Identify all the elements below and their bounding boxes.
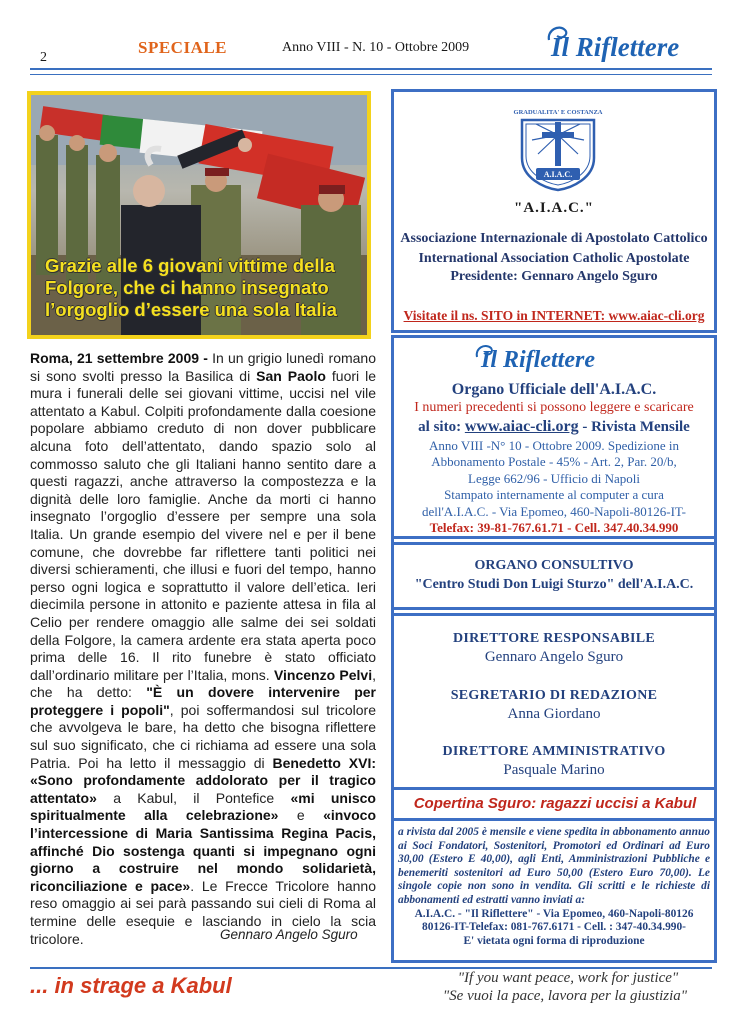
- advisory-heading: ORGANO CONSULTIVO: [474, 558, 634, 573]
- article-quote: «mi unisco spiritualmente alla celebrazione»: [30, 789, 376, 824]
- funeral-photo: [27, 91, 371, 339]
- article-place: San Paolo: [256, 367, 326, 384]
- staff-role: DIRETTORE RESPONSABILE: [452, 631, 655, 646]
- website-suffix: - Rivista Mensile: [578, 419, 690, 435]
- publication-line: Abbonamento Postale - 45% - Art. 2, Par. 20/b,: [431, 454, 677, 470]
- aiac-website-link[interactable]: Visitate il ns. SITO in INTERNET: www.aiac-cli.org: [403, 308, 705, 323]
- photo-caption: [45, 255, 365, 321]
- staff-role: DIRETTORE AMMINISTRATIVO: [442, 744, 666, 759]
- issue-info: Anno VIII - N. 10 - Ottobre 2009: [282, 40, 470, 55]
- official-organ-heading: Organo Ufficiale dell'A.I.A.C.: [451, 381, 657, 398]
- subscription-info: [398, 826, 710, 948]
- article-quote: "È un dovere intervenire per proteggere i popoli": [30, 684, 377, 718]
- publication-line: Stampato internamente al computer a cura: [444, 487, 664, 503]
- back-issues-note: I numeri precedenti si possono leggere e scaricare: [414, 400, 694, 415]
- info-separator: [391, 613, 717, 616]
- footer-headline: ... in strage a Kabul: [30, 973, 232, 998]
- article-text: a Kabul, il Pontefice: [96, 789, 291, 806]
- emblem-motto: GRADUALITA' E COSTANZA: [513, 109, 603, 116]
- aiac-name-italian: Associazione Internazionale di Apostolato Cattolico: [400, 231, 708, 246]
- website-prefix: al sito:: [418, 419, 465, 435]
- aiac-president: Presidente: Gennaro Angelo Sguro: [450, 269, 658, 284]
- article-quote: «Sono profondamente addolorato per il tragico attentato»: [30, 772, 376, 806]
- section-label: SPECIALE: [138, 38, 228, 57]
- caption-line: Grazie alle 6 giovani vittime della: [45, 255, 335, 276]
- cover-credit: Copertina Sguro: ragazzi uccisi a Kabul: [413, 795, 697, 812]
- article-text: . Le Frecce Tricolore hanno reso omaggio ai sei parà passando sui cieli di Roma al termine delle esequie e lasciando in cielo la scia tricolore.: [30, 877, 376, 947]
- subscription-contact: 80126-IT-Telefax: 081-767.6171 - Cell. : 347-40.34.990-: [422, 921, 686, 934]
- footer-quote-english: "If you want peace, work for justice": [457, 970, 679, 986]
- article-body: [30, 350, 376, 948]
- publication-line: Legge 662/96 - Ufficio di Napoli: [468, 470, 640, 486]
- footer-quote-italian: "Se vuoi la pace, lavora per la giustizia": [442, 988, 688, 1004]
- article-quote: «invoco l’intercessione di Maria Santissima Regina Pacis, affinché Dio sostenga quanti si impegnano ogni giorno a costruire nel mondo solidarietà, riconciliazione e pace»: [30, 807, 376, 894]
- article-text: In un grigio lunedì romano si sono svolti presso la Basilica di: [30, 350, 376, 384]
- advisory-name: "Centro Studi Don Luigi Sturzo" dell'A.I.A.C.: [414, 577, 694, 592]
- caption-line: l’orgoglio d’essere una sola Italia: [45, 299, 337, 320]
- footer-rule: [30, 967, 712, 969]
- subscription-address: A.I.A.C. - "Il Riflettere" - Via Epomeo, 460-Napoli-80126: [414, 907, 694, 920]
- aiac-name-english: International Association Catholic Apostolate: [418, 251, 690, 266]
- article-text: fuori le mura i funerali delle sei giovani vittime, uccisi nel vile attentato a Kabul. Colpiti profondamente dalla coesione popolare abbiamo creduto di non dover pubblicare alcuna foto dell’attentato, dando spazio solo al commosso saluto che gli Italiani hanno sentito dare a questi ragazzi, anche attraverso la compostezza e la dignità delle loro famiglie. Anche da morti ci hanno insegnato l’orgoglio d’essere per sempre una sola Italia. Un grande esempio del vivere nel e per il bene comune, che dovrebbe far riflettere tanti politici nei diversi schieramenti, che illusi e fuori del tempo, hanno perso ogni logica e soprattutto il valore dell’etica. Ieri diecimila persone in attonito e paziente attesa in fila al Celio per rendere omaggio alle salme dei sei soldati della Folgore, la camera ardente era stata aperta poco prima delle 16. Il rito funebre è stato officiato dall’ordinario militare per l’Italia, mons.: [30, 367, 376, 683]
- contact-line: Telefax: 39-81-767.61.71 - Cell. 347.40.34.990: [429, 520, 679, 536]
- article-text: :: [371, 754, 376, 771]
- website-link[interactable]: www.aiac-cli.org: [464, 418, 579, 435]
- header-rule: [30, 68, 712, 70]
- info-separator: [391, 335, 717, 338]
- emblem-acronym: A.I.A.C.: [543, 170, 573, 179]
- publication-line: Anno VIII -N° 10 - Ottobre 2009. Spedizione in: [428, 438, 680, 453]
- header-rule-thin: [30, 74, 712, 75]
- staff-role: SEGRETARIO DI REDAZIONE: [450, 688, 658, 703]
- masthead-title: Il Riflettere: [551, 32, 680, 62]
- caption-line: Folgore, che ci hanno insegnato: [45, 277, 329, 298]
- info-separator: [391, 818, 717, 821]
- info-separator: [391, 607, 717, 610]
- copyright-note: E' vietata ogni forma di riproduzione: [463, 934, 645, 947]
- publication-line: dell'A.I.A.C. - Via Epomeo, 460-Napoli-80126-IT-: [421, 503, 687, 519]
- staff-name: Anna Giordano: [507, 706, 601, 722]
- article-person: Benedetto XVI: [272, 754, 372, 771]
- article-text: e: [278, 807, 324, 824]
- article-text: , che ha detto:: [30, 666, 376, 701]
- info-separator: [391, 787, 717, 790]
- article-person: Vincenzo Pelvi: [273, 666, 373, 683]
- riflettere-logo-text: Il Riflettere: [481, 347, 595, 373]
- staff-name: Gennaro Angelo Sguro: [484, 649, 624, 665]
- riflettere-logo: [473, 341, 643, 377]
- staff-name: Pasquale Marino: [503, 762, 605, 778]
- article-signature: Gennaro Angelo Sguro: [220, 927, 358, 942]
- page-number: 2: [40, 50, 47, 65]
- masthead-logo: [545, 22, 715, 66]
- info-separator: [391, 536, 717, 539]
- aiac-emblem-icon: [512, 100, 604, 192]
- website-line: [397, 418, 711, 436]
- publication-details: [397, 438, 711, 536]
- aiac-title: "A.I.A.C.": [514, 200, 594, 216]
- article-text: , poi soffermandosi sul tricolore che avvolgeva le bare, ha detto che bisogna riflettere sul suo significato, che ci richiama ad essere una sola Patria. Poi ha letto il messaggio di: [30, 701, 376, 771]
- article-dateline: Roma, 21 settembre 2009 -: [30, 350, 208, 366]
- info-separator: [391, 542, 717, 545]
- subscription-text: a rivista dal 2005 è mensile e viene spedita in abbonamento annuo ai Soci Fondatori, Sostenitori, Promotori ed Ordinari ad Euro 30,00 (Estero E 40,00), agli Enti, Amministrazioni Pubbliche e benemeriti sostenitori ad Euro 50,00 (Estero Euro 70,00). Le singole copie non sono in vendita. Gli scritti e le richieste di abbonamenti ed estratti vanno inviati a:: [398, 826, 710, 906]
